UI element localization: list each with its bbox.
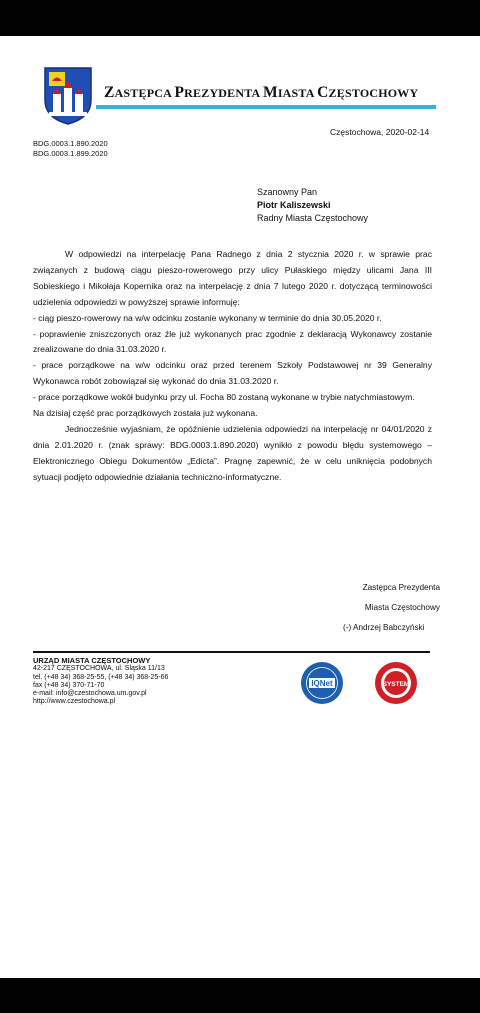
office-contact bbox=[33, 657, 168, 707]
letter-date: Częstochowa, 2020-02-14 bbox=[330, 127, 430, 137]
header-title bbox=[104, 84, 418, 102]
title-cap-p: P bbox=[174, 84, 185, 101]
reference-number: BDG.0003.1.890.2020 bbox=[33, 139, 108, 148]
title-word-4: ZĘSTOCHOWY bbox=[328, 86, 419, 100]
body-list-item: - poprawienie zniszczonych oraz źle już wykonanych prac zgodnie z deklaracją Wykonawcy zostanie zrealizowane do dnia 31.03.2020 r. bbox=[33, 328, 432, 355]
footer-divider bbox=[33, 651, 430, 653]
body-list-item: - prace porządkowe na w/w odcinku oraz przed terenem Szkoły Podstawowej nr 39 Generalny Wykonawca robót zobowiązał się wykonać do dnia 31.03.2020 r. bbox=[33, 360, 432, 387]
body-paragraph: W odpowiedzi na interpelację Pana Radnego z dnia 2 stycznia 2020 r. w sprawie prac związanych z budową ciągu pieszo-rowerowego przy ulicy Pułaskiego między ulicami Jana III Sobieskiego i Mikołaja Kopernika oraz na interpelację z dnia 7 lutego 2020 r. dotyczącą terminowości udzielenia odpowiedzi w powyższej sprawie informuję: bbox=[33, 249, 432, 307]
reference-numbers bbox=[33, 139, 108, 159]
office-name: URZĄD MIASTA CZĘSTOCHOWY bbox=[33, 656, 151, 665]
title-cap-c: C bbox=[317, 84, 329, 101]
title-cap-z: Z bbox=[104, 84, 115, 101]
salutation: Szanowny Pan bbox=[257, 187, 318, 197]
letter-body bbox=[33, 247, 432, 486]
body-list-item: - prace porządkowe wokół budynku przy ul. Focha 80 zostaną wykonane w trybie natychmiastowym. bbox=[33, 392, 415, 403]
document-page bbox=[0, 36, 480, 978]
body-paragraph: Jednocześnie wyjaśniam, że opóźnienie udzielenia odpowiedzi na interpelację nr 04/01/2020 z dnia 2.01.2020 r. (znak sprawy: BDG.0003.1.890.2020) wynikło z powodu błędu systemowego – Elektronicznego Obiegu Dokumentów „Edicta”. Pragnę zapewnić, że w celu uniknięcia podobnych sytuacji podjęto odpowiednie działania techniczno-informatyczne. bbox=[33, 423, 432, 482]
system-certificate-logo-icon bbox=[374, 661, 418, 707]
addressee-role: Radny Miasta Częstochowy bbox=[257, 213, 369, 223]
iqnet-text: IQNet bbox=[311, 679, 333, 688]
top-black-bar bbox=[0, 0, 480, 36]
title-word-3: IASTA bbox=[277, 86, 318, 100]
signature-block bbox=[330, 578, 440, 638]
body-paragraph: Na dzisiaj część prac porządkowych została już wykonana. bbox=[33, 408, 258, 419]
title-cap-m: M bbox=[262, 84, 278, 101]
office-website: http://www.czestochowa.pl bbox=[33, 698, 116, 706]
signature-name: (-) Andrzej Babczyński bbox=[343, 623, 425, 632]
city-crest-icon bbox=[43, 66, 93, 126]
signature-line: Zastępca Prezydenta bbox=[362, 583, 440, 592]
bottom-black-bar bbox=[0, 978, 480, 1013]
signature-line: Miasta Częstochowy bbox=[364, 603, 440, 612]
office-email: e-mail: info@czestochowa.um.gov.pl bbox=[33, 690, 147, 698]
title-word-1: ASTĘPCA bbox=[114, 86, 175, 100]
addressee-name: Piotr Kaliszewski bbox=[257, 200, 331, 210]
body-list-item: - ciąg pieszo-rowerowy na w/w odcinku zostanie wykonany w terminie do dnia 30.05.2020 r. bbox=[33, 312, 382, 323]
office-phone: tel. (+48 34) 368-25-55, (+48 34) 368-25-66 bbox=[33, 673, 169, 681]
addressee-block bbox=[257, 186, 368, 225]
title-word-2: REZYDENTA bbox=[184, 86, 263, 100]
header-divider bbox=[96, 105, 436, 109]
reference-number: BDG.0003.1.899.2020 bbox=[33, 149, 108, 158]
office-address: 42-217 CZĘSTOCHOWA, ul. Śląska 11/13 bbox=[33, 665, 165, 673]
system-text: SYSTEM bbox=[382, 681, 410, 688]
iqnet-certificate-logo-icon bbox=[300, 661, 344, 705]
office-fax: fax (+48 34) 370-71-70 bbox=[33, 681, 105, 689]
